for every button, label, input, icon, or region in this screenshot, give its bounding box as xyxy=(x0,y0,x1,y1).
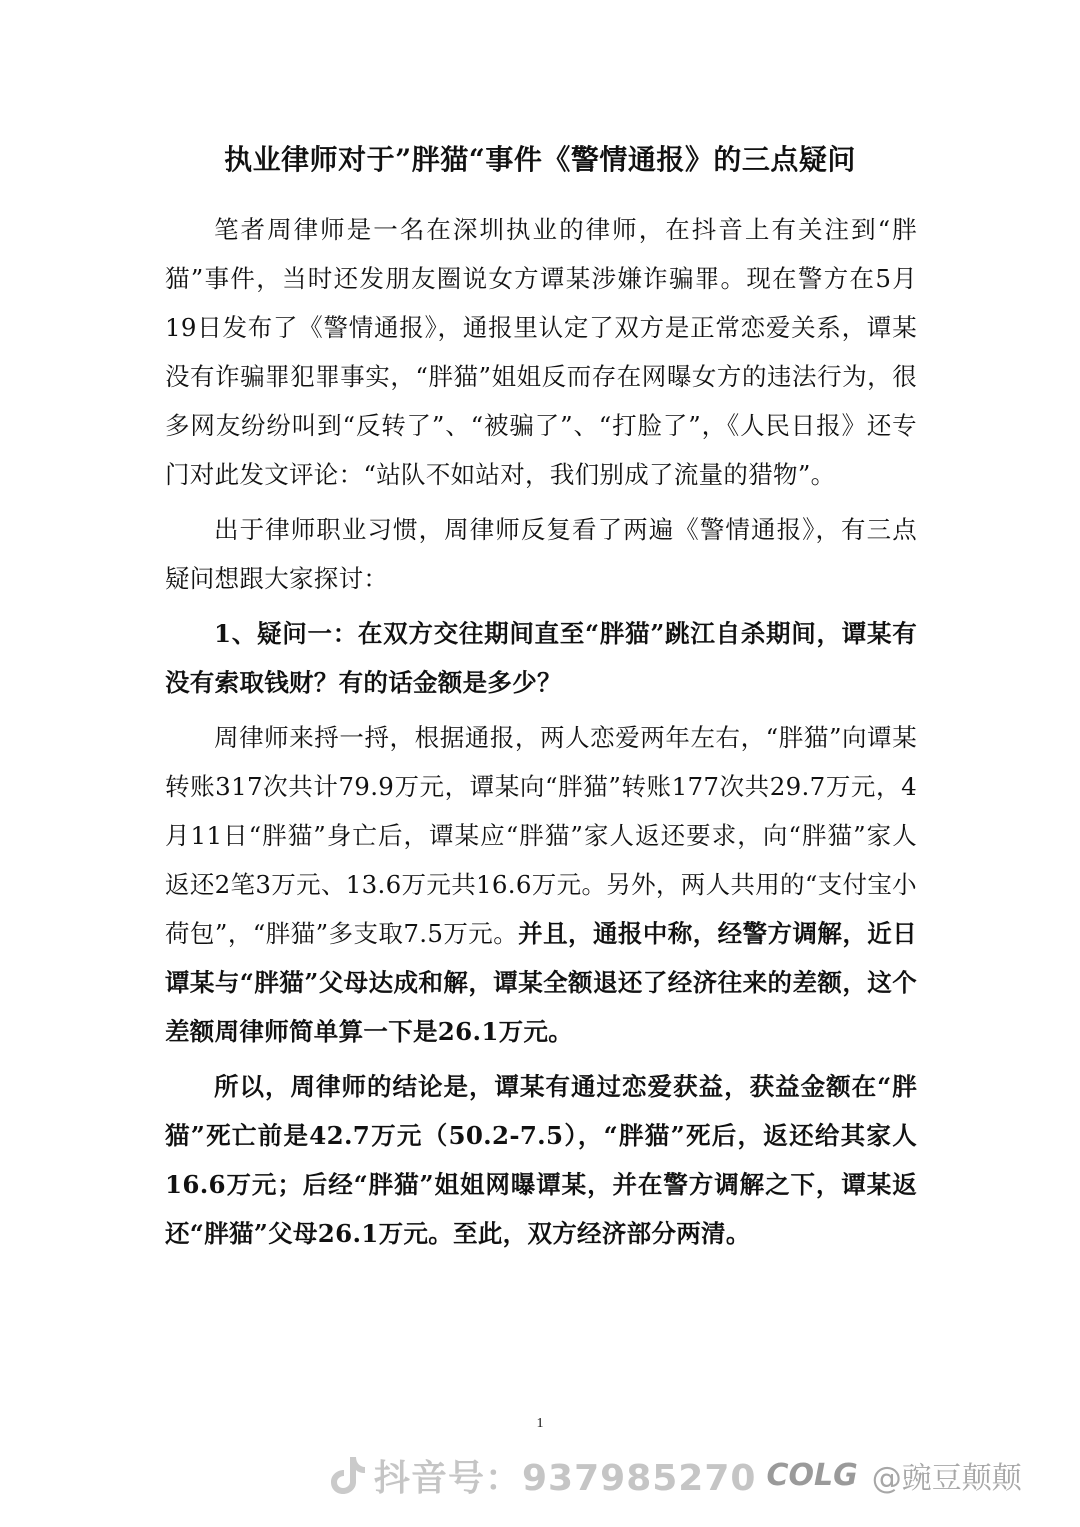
transfer-details-bold-text: 并且，通报中称，经警方调解，近日谭某与“胖猫”父母达成和解，谭某全额退还了经济往来的差额，这个差额周律师简单算一下是26.1万元。 xyxy=(165,919,917,1046)
paragraph-conclusion: 所以，周律师的结论是，谭某有通过恋爱获益，获益金额在“胖猫”死亡前是42.7万元（50.2-7.5），“胖猫”死后，返还给其家人16.6万元；后经“胖猫”姐姐网曝谭某，并在警方调解之下，谭某返还“胖猫”父母26.1万元。至此，双方经济部分两清。 xyxy=(165,1072,917,1248)
paragraph-questions-lead: 出于律师职业习惯，周律师反复看了两遍《警情通报》，有三点疑问想跟大家探讨： xyxy=(165,515,917,593)
watermark-douyin-id: 抖音号：937985270 xyxy=(374,1457,757,1499)
document-title: 执业律师对于”胖猫“事件《警情通报》的三点疑问 xyxy=(224,143,856,176)
transfer-details-text: 周律师来捋一捋，根据通报，两人恋爱两年左右，“胖猫”向谭某转账317次共计79.9万元，谭某向“胖猫”转账177次共29.7万元，4月11日“胖猫”身亡后，谭某应“胖猫”家人返还要求，向“胖猫”家人返还2笔3万元、13.6万元共16.6万元。另外，两人共用的“支付宝小荷包”，“胖猫”多支取7.5万元。 xyxy=(165,723,917,948)
watermark-colg-logo: COLG xyxy=(766,1457,858,1493)
watermark-handle: @豌豆颠颠 xyxy=(871,1461,1022,1496)
document-body xyxy=(165,205,917,1264)
page-number: 1 xyxy=(536,1416,544,1431)
paragraph-transfer-details xyxy=(165,713,917,1056)
watermark xyxy=(330,1445,1070,1505)
paragraph-intro: 笔者周律师是一名在深圳执业的律师，在抖音上有关注到“胖猫”事件，当时还发朋友圈说女方谭某涉嫌诈骗罪。现在警方在5月19日发布了《警情通报》，通报里认定了双方是正常恋爱关系，谭某没有诈骗罪犯罪事实，“胖猫”姐姐反而存在网曝女方的违法行为，很多网友纷纷叫到“反转了”、“被骗了”、“打脸了”，《人民日报》还专门对此发文评论：“站队不如站对，我们别成了流量的猎物”。 xyxy=(165,215,917,489)
tiktok-icon xyxy=(330,1455,366,1495)
question-one-heading: 1、疑问一：在双方交往期间直至“胖猫”跳江自杀期间，谭某有没有索取钱财？有的话金额是多少？ xyxy=(165,619,917,697)
